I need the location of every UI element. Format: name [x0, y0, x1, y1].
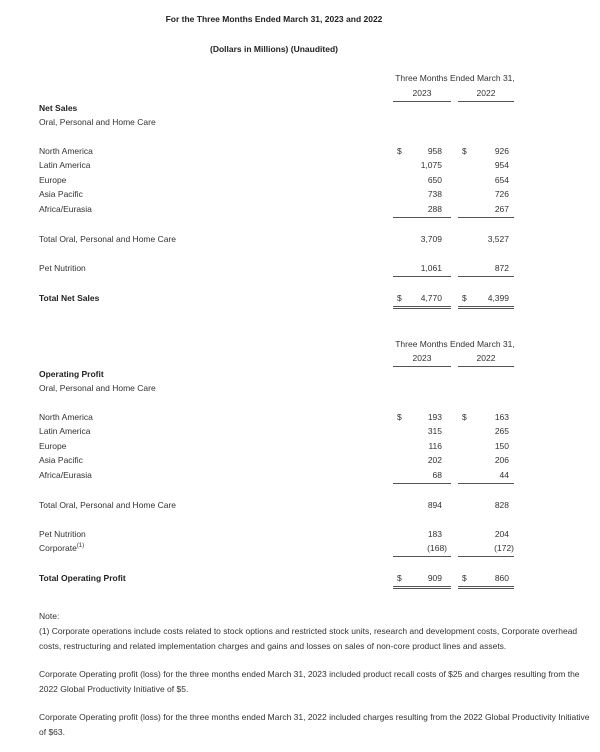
total-rule	[393, 276, 451, 277]
notes-block	[39, 609, 594, 654]
value-2023: 1,061	[420, 263, 442, 273]
total-rule	[458, 556, 514, 557]
value-2023: 183	[427, 529, 442, 539]
total-rule	[458, 276, 514, 277]
row-label: Total Oral, Personal and Home Care	[39, 500, 177, 510]
row-label: Africa/Eurasia	[39, 470, 92, 480]
currency-symbol: $	[397, 412, 402, 422]
year-2022-header: 2022	[476, 88, 496, 98]
value-2022: 954	[494, 160, 509, 170]
section-subheading: Oral, Personal and Home Care	[39, 383, 156, 393]
period-header: Three Months Ended March 31,	[395, 73, 515, 83]
value-2022: (172)	[494, 543, 514, 553]
row-label: Asia Pacific	[39, 189, 83, 199]
value-2023: 315	[427, 426, 442, 436]
value-2022: 828	[494, 500, 509, 510]
report-title: For the Three Months Ended March 31, 2023 and 2022	[165, 14, 383, 24]
value-2022: 860	[494, 573, 509, 583]
report-subtitle: (Dollars in Millions) (Unaudited)	[210, 44, 338, 54]
header-rule	[458, 366, 514, 367]
header-rule	[458, 101, 514, 102]
row-label: North America	[39, 412, 93, 422]
notes-heading: Note:	[39, 611, 60, 621]
value-2023: 1,075	[420, 160, 442, 170]
row-label: Total Net Sales	[39, 293, 100, 303]
value-2022: 150	[494, 441, 509, 451]
section-heading: Operating Profit	[39, 369, 104, 379]
currency-symbol: $	[462, 412, 467, 422]
value-2023: 958	[427, 146, 442, 156]
double-rule	[393, 306, 451, 309]
value-2023: 894	[427, 500, 442, 510]
value-2023: 738	[427, 189, 442, 199]
currency-symbol: $	[462, 573, 467, 583]
value-2023: 909	[427, 573, 442, 583]
corporate-label: Corporate	[39, 543, 77, 553]
total-rule	[393, 556, 451, 557]
row-label: Latin America	[39, 426, 91, 436]
double-rule	[458, 586, 514, 589]
currency-symbol: $	[397, 293, 402, 303]
value-2022: 926	[494, 146, 509, 156]
value-2022: 4,399	[487, 293, 509, 303]
header-rule	[393, 101, 451, 102]
value-2022: 267	[494, 204, 509, 214]
row-label	[39, 543, 84, 553]
note-paragraph-2023: Corporate Operating profit (loss) for the three months ended March 31, 2023 included product recall costs of $25 and charges resulting from the 2022 Global Productivity Initiative of $5.	[39, 669, 580, 694]
header-rule	[393, 366, 451, 367]
value-2022: 3,527	[487, 234, 509, 244]
currency-symbol: $	[397, 146, 402, 156]
period-header: Three Months Ended March 31,	[395, 339, 515, 349]
value-2022: 206	[494, 455, 509, 465]
row-label: North America	[39, 146, 93, 156]
currency-symbol: $	[462, 293, 467, 303]
value-2022: 163	[494, 412, 509, 422]
row-label: Pet Nutrition	[39, 263, 86, 273]
value-2022: 204	[494, 529, 509, 539]
subtotal-rule	[393, 217, 451, 218]
value-2023: 68	[432, 470, 442, 480]
note-paragraph-2022: Corporate Operating profit (loss) for the three months ended March 31, 2022 included charges resulting from the 2022 Global Productivity Initiative of $63.	[39, 712, 590, 737]
value-2022: 726	[494, 189, 509, 199]
row-label: Asia Pacific	[39, 455, 83, 465]
value-2023: 4,770	[420, 293, 442, 303]
section-subheading: Oral, Personal and Home Care	[39, 117, 156, 127]
row-label: Europe	[39, 175, 67, 185]
row-label: Latin America	[39, 160, 91, 170]
value-2023: 650	[427, 175, 442, 185]
year-2022-header: 2022	[476, 353, 496, 363]
footnote-1: (1) Corporate operations include costs related to stock options and restricted stock units, research and development costs, Corporate overhead costs, restructuring and related implementation charges and gains and losses on sales of non-core product lines and assets.	[39, 626, 578, 651]
value-2023: 116	[428, 441, 442, 451]
value-2022: 44	[499, 470, 509, 480]
double-rule	[458, 306, 514, 309]
subtotal-rule	[458, 483, 514, 484]
double-rule	[393, 586, 451, 589]
value-2023: (168)	[427, 543, 447, 553]
row-label: Pet Nutrition	[39, 529, 86, 539]
row-label: Europe	[39, 441, 67, 451]
year-2023-header: 2023	[412, 88, 432, 98]
section-heading: Net Sales	[39, 103, 78, 113]
subtotal-rule	[458, 217, 514, 218]
row-label: Total Oral, Personal and Home Care	[39, 234, 177, 244]
currency-symbol: $	[397, 573, 402, 583]
subtotal-rule	[393, 483, 451, 484]
value-2022: 872	[494, 263, 509, 273]
value-2023: 3,709	[420, 234, 442, 244]
value-2022: 654	[494, 175, 509, 185]
footnote-marker: (1)	[76, 543, 85, 550]
value-2023: 202	[427, 455, 442, 465]
row-label: Total Operating Profit	[39, 573, 126, 583]
currency-symbol: $	[462, 146, 467, 156]
value-2023: 193	[427, 412, 442, 422]
year-2023-header: 2023	[412, 353, 432, 363]
value-2023: 288	[427, 204, 442, 214]
value-2022: 265	[494, 426, 509, 436]
row-label: Africa/Eurasia	[39, 204, 92, 214]
